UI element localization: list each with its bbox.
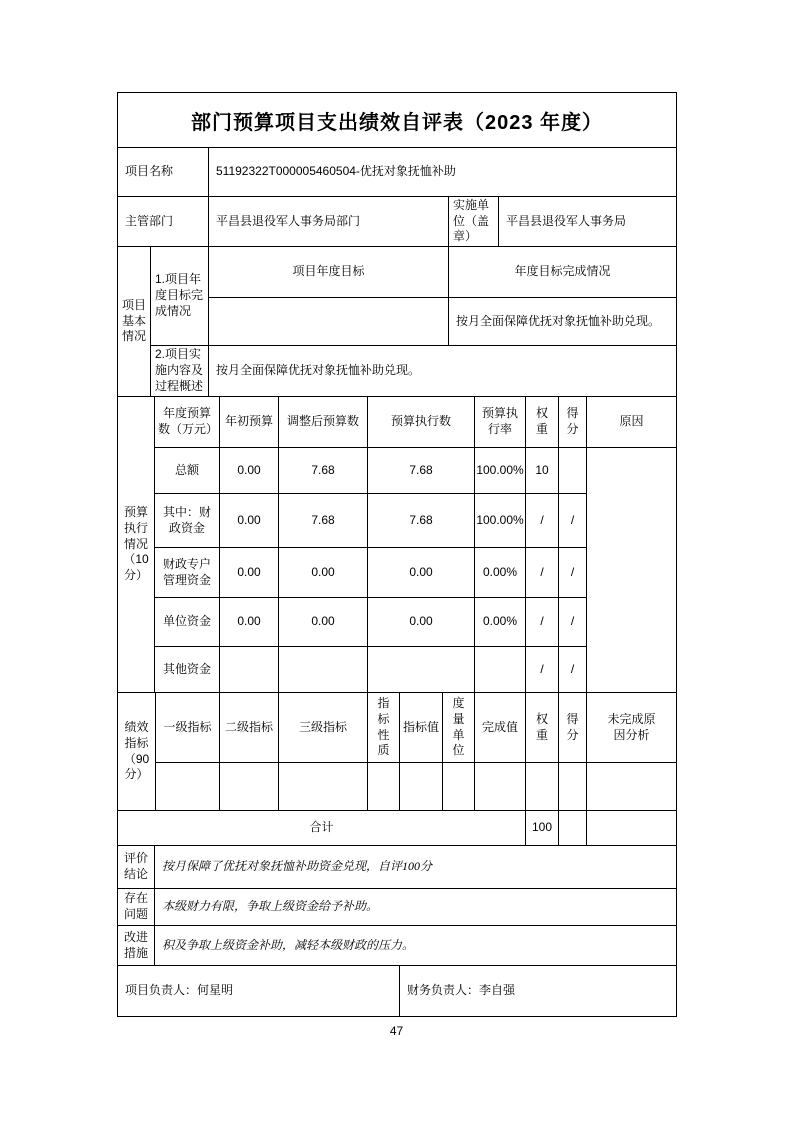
kpi-empty-cell xyxy=(156,763,220,811)
budget-cell: 7.68 xyxy=(279,448,368,494)
budget-header-annual: 年度预算数（万元） xyxy=(155,397,220,448)
kpi-header-level2: 二级指标 xyxy=(220,693,279,763)
budget-cell: 0.00% xyxy=(475,548,526,598)
kpi-header-reason xyxy=(587,693,676,763)
budget-cell: 7.68 xyxy=(368,494,475,548)
budget-cell: 7.68 xyxy=(368,448,475,494)
page-number: 47 xyxy=(389,1024,404,1038)
improvement-label: 改进措施 xyxy=(118,926,155,966)
basic-section-label: 项目基本情况 xyxy=(118,247,151,397)
kpi-header-score-text: 得分 xyxy=(566,711,579,742)
impl-desc-value: 按月全面保障优抚对象抚恤补助兑现。 xyxy=(209,346,676,397)
kpi-empty-cell xyxy=(559,763,587,811)
budget-cell xyxy=(220,647,279,693)
budget-header-initial: 年初预算 xyxy=(220,397,279,448)
kpi-empty-cell xyxy=(526,763,559,811)
budget-header-weight-text: 权重 xyxy=(535,406,548,436)
target-done-value: 按月全面保障优抚对象抚恤补助兑现。 xyxy=(449,298,676,346)
budget-cell xyxy=(279,647,368,693)
budget-cell: 100.00% xyxy=(475,494,526,548)
finance-lead-signature: 财务负责人：李自强 xyxy=(407,983,516,998)
signature-row xyxy=(118,966,676,1016)
kpi-header-unit-text: 度量单位 xyxy=(452,695,465,758)
kpi-header-level3: 三级指标 xyxy=(279,693,368,763)
budget-cell-score xyxy=(559,448,587,494)
kpi-total-reason xyxy=(587,811,676,846)
kpi-section xyxy=(118,693,676,846)
project-name-label: 项目名称 xyxy=(118,148,209,197)
annual-target-header: 项目年度目标 xyxy=(209,247,449,298)
dept-value: 平昌县退役军人事务局部门 xyxy=(209,197,449,247)
dept-label: 主管部门 xyxy=(118,197,209,247)
budget-cell: 7.68 xyxy=(279,494,368,548)
budget-cell: 0.00 xyxy=(220,448,279,494)
kpi-empty-cell xyxy=(220,763,279,811)
budget-header-executed: 预算执行数 xyxy=(368,397,475,448)
kpi-header-weight xyxy=(526,693,559,763)
kpi-header-weight-text: 权重 xyxy=(535,711,548,742)
page-title: 部门预算项目支出绩效自评表（2023 年度） xyxy=(118,93,676,148)
budget-cell: 0.00% xyxy=(475,598,526,647)
kpi-total-score xyxy=(559,811,587,846)
kpi-header-value: 指标值 xyxy=(400,693,443,763)
budget-cell-weight: / xyxy=(526,598,559,647)
budget-cell xyxy=(368,647,475,693)
budget-reason-cell xyxy=(587,448,676,693)
kpi-header-score xyxy=(559,693,587,763)
budget-cell-score: / xyxy=(559,598,587,647)
project-name-value: 51192322T000005460504-优抚对象抚恤补助 xyxy=(209,148,676,197)
impl-desc-label: 2.项目实施内容及过程概述 xyxy=(151,346,209,397)
kpi-empty-cell xyxy=(368,763,400,811)
budget-header-weight xyxy=(526,397,559,448)
budget-cell-score: / xyxy=(559,548,587,598)
impl-unit-label: 实施单位（盖章） xyxy=(449,197,499,247)
problems-row xyxy=(118,889,676,926)
budget-cell: 0.00 xyxy=(368,548,475,598)
project-name-row xyxy=(118,148,676,197)
improvement-row xyxy=(118,926,676,966)
basic-info-section xyxy=(118,247,676,397)
budget-row-label: 总额 xyxy=(155,448,220,494)
impl-unit-value: 平昌县退役军人事务局 xyxy=(499,197,676,247)
kpi-header-reason-text: 未完成原因分析 xyxy=(607,711,656,742)
budget-row-label: 单位资金 xyxy=(155,598,220,647)
problems-label: 存在问题 xyxy=(118,889,155,926)
budget-cell: 0.00 xyxy=(220,548,279,598)
evaluation-table xyxy=(117,92,677,1017)
budget-cell: 0.00 xyxy=(220,494,279,548)
budget-cell: 100.00% xyxy=(475,448,526,494)
budget-row-label: 财政专户管理资金 xyxy=(155,548,220,598)
budget-cell: 0.00 xyxy=(279,548,368,598)
annual-target-value xyxy=(209,298,449,346)
kpi-section-label: 绩效指标（90分） xyxy=(118,693,156,811)
budget-header-adjusted: 调整后预算数 xyxy=(279,397,368,448)
budget-cell-score: / xyxy=(559,647,587,693)
kpi-header-nature xyxy=(368,693,400,763)
department-row xyxy=(118,197,676,247)
improvement-text: 积及争取上级资金补助，减轻本级财政的压力。 xyxy=(155,926,676,966)
kpi-header-level1: 一级指标 xyxy=(156,693,220,763)
kpi-empty-cell xyxy=(587,763,676,811)
budget-cell: 0.00 xyxy=(220,598,279,647)
kpi-header-nature-text: 指标性质 xyxy=(377,695,390,758)
kpi-empty-cell xyxy=(279,763,368,811)
conclusion-text: 按月保障了优抚对象抚恤补助资金兑现，自评100分 xyxy=(155,846,676,889)
target-done-header: 年度目标完成情况 xyxy=(449,247,676,298)
budget-header-score xyxy=(559,397,587,448)
budget-cell-weight: / xyxy=(526,548,559,598)
budget-cell-weight: 10 xyxy=(526,448,559,494)
kpi-empty-cell xyxy=(400,763,443,811)
conclusion-row xyxy=(118,846,676,889)
kpi-header-unit xyxy=(443,693,475,763)
budget-cell-weight: / xyxy=(526,647,559,693)
budget-cell-score: / xyxy=(559,494,587,548)
budget-header-reason: 原因 xyxy=(587,397,676,448)
problems-text: 本级财力有限，争取上级资金给予补助。 xyxy=(155,889,676,926)
budget-row-label: 其中：财政资金 xyxy=(155,494,220,548)
kpi-total-weight: 100 xyxy=(526,811,559,846)
kpi-header-completed: 完成值 xyxy=(475,693,526,763)
budget-header-rate: 预算执行率 xyxy=(475,397,526,448)
budget-header-score-text: 得分 xyxy=(566,406,579,436)
budget-section xyxy=(118,397,676,693)
kpi-empty-cell xyxy=(475,763,526,811)
budget-section-label: 预算执行情况（10分） xyxy=(118,397,155,693)
budget-cell-weight: / xyxy=(526,494,559,548)
budget-row-label: 其他资金 xyxy=(155,647,220,693)
budget-cell: 0.00 xyxy=(368,598,475,647)
kpi-empty-cell xyxy=(443,763,475,811)
project-lead-signature: 项目负责人：何星明 xyxy=(118,966,400,1016)
kpi-total-label: 合计 xyxy=(118,811,526,846)
conclusion-label: 评价结论 xyxy=(118,846,155,889)
budget-cell xyxy=(475,647,526,693)
annual-goal-label: 1.项目年度目标完成情况 xyxy=(151,247,209,346)
budget-cell: 0.00 xyxy=(279,598,368,647)
